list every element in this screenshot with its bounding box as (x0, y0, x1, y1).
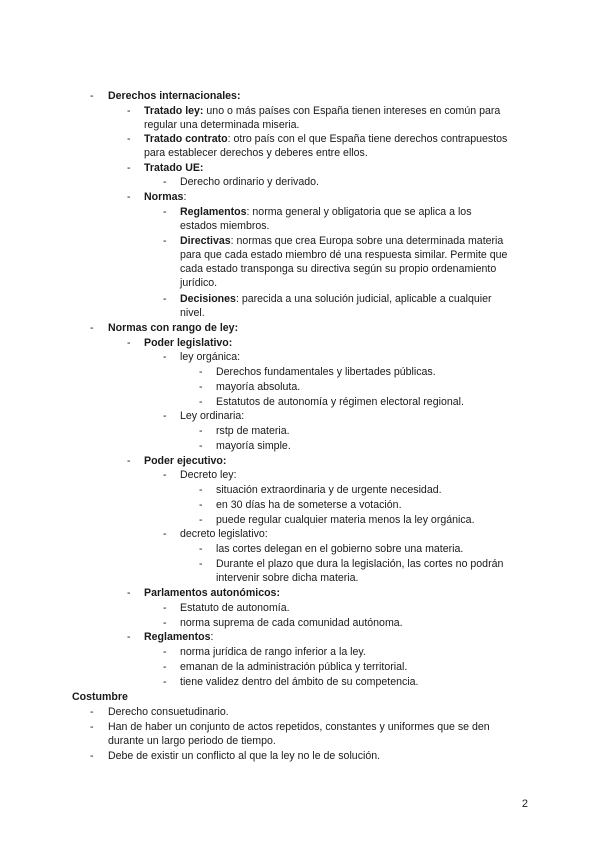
item-tratado-contrato-cont: para establecer derechos y deberes entre ellos. (144, 147, 368, 159)
bullet-dash: - (199, 366, 203, 378)
item-normas: Normas: (144, 191, 187, 203)
item-dl: situación extraordinaria y de urgente necesidad. (216, 484, 442, 496)
bullet-dash: - (199, 381, 203, 393)
bullet-dash: - (163, 646, 167, 658)
item-ley-ordinaria: Ley ordinaria: (180, 410, 245, 422)
item-ley-organica: ley orgánica: (180, 351, 241, 363)
bullet-dash: - (199, 396, 203, 408)
bullet-dash: - (199, 543, 203, 555)
item-lo: Derechos fundamentales y libertades públicas. (216, 366, 436, 378)
item-reglamentos: Reglamentos: (144, 631, 214, 643)
bullet-dash: - (90, 90, 94, 102)
item-decreto-ley: Decreto ley: (180, 469, 237, 481)
bullet-dash: - (199, 484, 203, 496)
bullet-dash: - (163, 617, 167, 629)
section-heading-normas-rango: Normas con rango de ley: (108, 322, 239, 334)
section-heading-costumbre: Costumbre (72, 691, 128, 703)
item-costumbre: Debe de existir un conflicto al que la ley no le de solución. (108, 750, 381, 762)
bullet-dash: - (163, 469, 167, 481)
item-poder-ejecutivo: Poder ejecutivo: (144, 455, 227, 467)
bullet-dash: - (199, 425, 203, 437)
item-lo: Estatutos de autonomía y régimen electoral regional. (216, 396, 464, 408)
item-derecho-ordinario: Derecho ordinario y derivado. (180, 176, 319, 188)
item-lord: mayoría simple. (216, 440, 291, 452)
bullet-dash: - (163, 410, 167, 422)
bullet-dash: - (163, 676, 167, 688)
item-parl: Estatuto de autonomía. (180, 602, 290, 614)
item-directivas: Directivas: normas que crea Europa sobre una determinada materia (180, 235, 504, 247)
item-reglamentos-ue: Reglamentos: norma general y obligatoria que se aplica a los (180, 206, 472, 218)
bullet-dash: - (127, 162, 131, 174)
bullet-dash: - (127, 631, 131, 643)
item-costumbre: Derecho consuetudinario. (108, 706, 229, 718)
bullet-dash: - (90, 322, 94, 334)
item-reglamentos-ue-cont: estados miembros. (180, 220, 270, 232)
bullet-dash: - (127, 105, 131, 117)
bullet-dash: - (127, 191, 131, 203)
item-tratado-ley: Tratado ley: uno o más países con España tienen intereses en común para (144, 105, 501, 117)
item-costumbre-cont: durante un largo periodo de tiempo. (108, 735, 276, 747)
bullet-dash: - (163, 661, 167, 673)
bullet-dash: - (163, 176, 167, 188)
item-dleg-cont: intervenir sobre dicha materia. (216, 572, 359, 584)
item-directivas-cont: jurídico. (180, 277, 218, 289)
item-lo: mayoría absoluta. (216, 381, 301, 393)
bullet-dash: - (199, 440, 203, 452)
item-decreto-legislativo: decreto legislativo: (180, 528, 268, 540)
bullet-dash: - (127, 133, 131, 145)
item-costumbre: Han de haber un conjunto de actos repetidos, constantes y uniformes que se den (108, 721, 490, 733)
item-dleg: las cortes delegan en el gobierno sobre una materia. (216, 543, 464, 555)
item-tratado-ue: Tratado UE: (144, 162, 204, 174)
bullet-dash: - (199, 558, 203, 570)
bullet-dash: - (90, 750, 94, 762)
item-dl: puede regular cualquier materia menos la ley orgánica. (216, 514, 475, 526)
section-heading-derechos: Derechos internacionales: (108, 90, 241, 102)
item-tratado-ley-cont: regular una determinada miseria. (144, 119, 300, 131)
item-dl: en 30 días ha de someterse a votación. (216, 499, 402, 511)
bullet-dash: - (127, 455, 131, 467)
bullet-dash: - (199, 499, 203, 511)
bullet-dash: - (163, 602, 167, 614)
bullet-dash: - (163, 206, 167, 218)
item-decisiones: Decisiones: parecida a una solución judicial, aplicable a cualquier (180, 293, 492, 305)
item-reg: tiene validez dentro del ámbito de su competencia. (180, 676, 419, 688)
item-parl: norma suprema de cada comunidad autónoma. (180, 617, 403, 629)
item-reg: emanan de la administración pública y territorial. (180, 661, 408, 673)
item-directivas-cont: cada estado transponga su directiva según su propio ordenamiento (180, 263, 497, 275)
item-decisiones-cont: nivel. (180, 307, 205, 319)
bullet-dash: - (163, 293, 167, 305)
page-number: 2 (521, 798, 528, 810)
bullet-dash: - (90, 706, 94, 718)
bullet-dash: - (90, 721, 94, 733)
item-poder-legislativo: Poder legislativo: (144, 337, 233, 349)
bullet-dash: - (163, 235, 167, 247)
item-dleg: Durante el plazo que dura la legislación, las cortes no podrán (216, 558, 504, 570)
bullet-dash: - (127, 587, 131, 599)
item-tratado-contrato: Tratado contrato: otro país con el que España tiene derechos contrapuestos (144, 133, 508, 145)
bullet-dash: - (127, 337, 131, 349)
bullet-dash: - (199, 514, 203, 526)
item-parlamentos: Parlamentos autonómicos: (144, 587, 280, 599)
bullet-dash: - (163, 528, 167, 540)
item-lord: rstp de materia. (216, 425, 290, 437)
item-reg: norma jurídica de rango inferior a la ley. (180, 646, 366, 658)
bullet-dash: - (163, 351, 167, 363)
item-directivas-cont: para que cada estado miembro dé una respuesta similar. Permite que (180, 249, 508, 261)
